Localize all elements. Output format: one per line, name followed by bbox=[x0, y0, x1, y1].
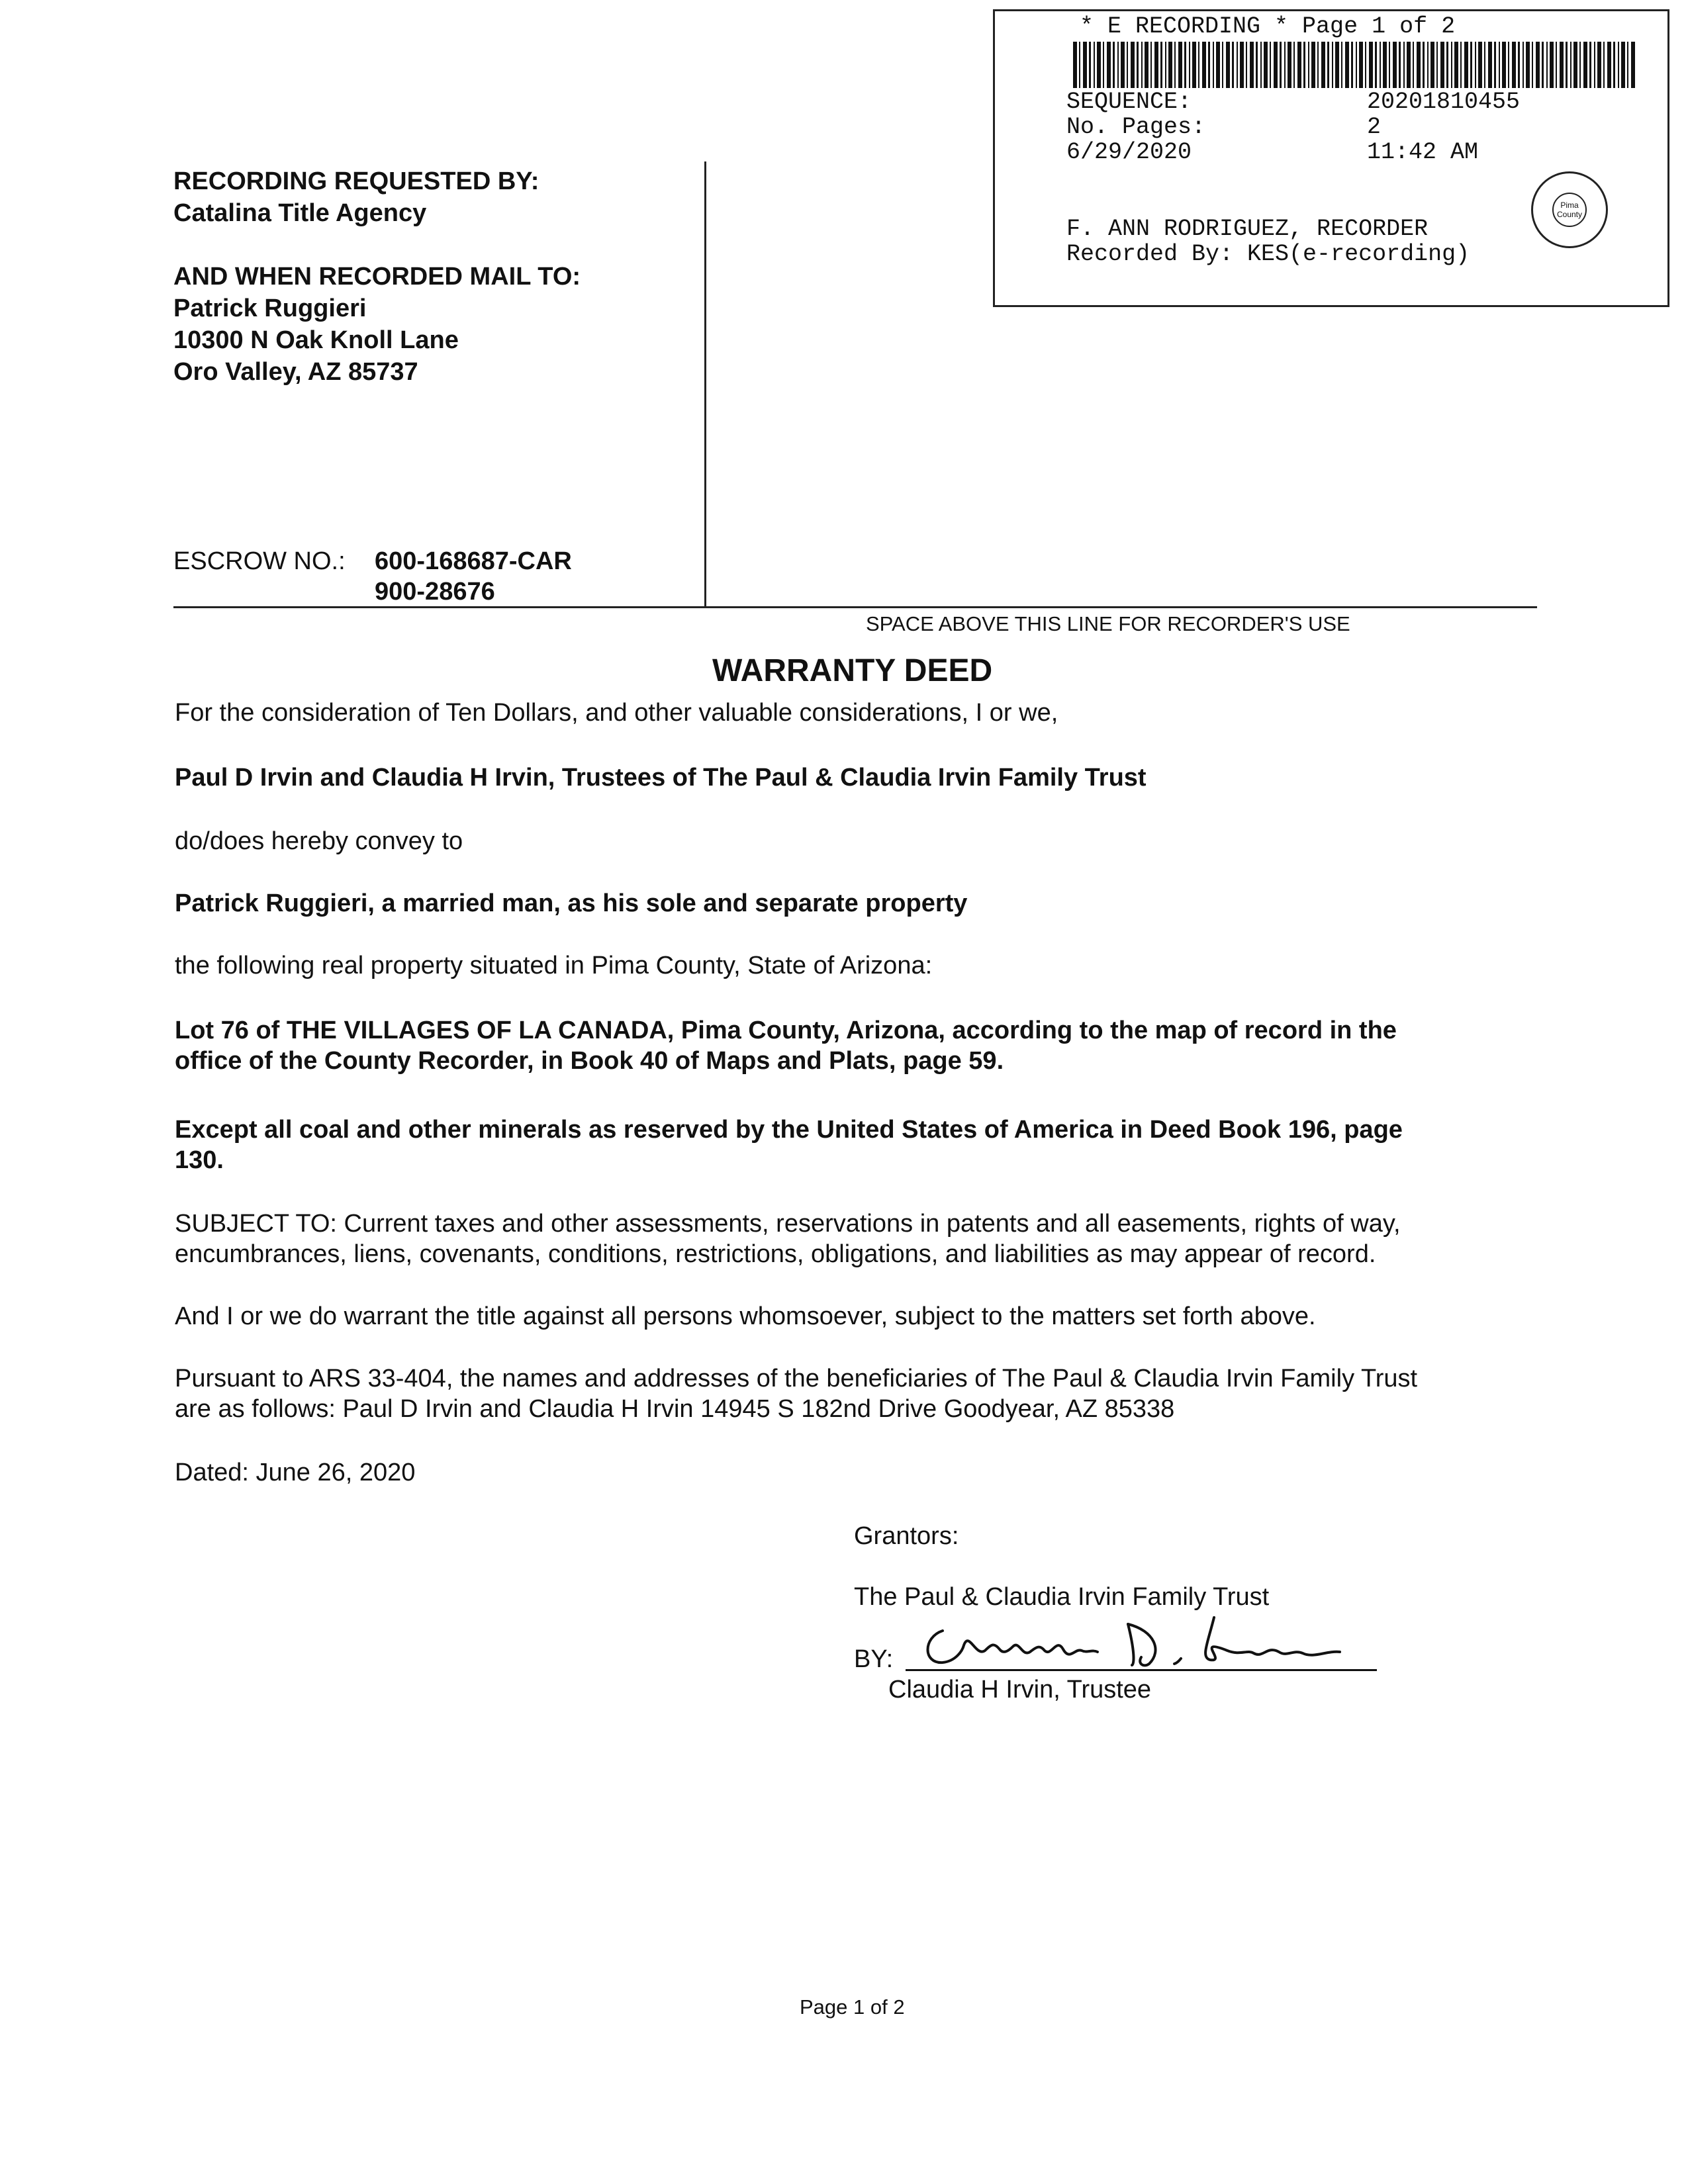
recording-requested-value: Catalina Title Agency bbox=[173, 199, 427, 227]
mail-to-city: Oro Valley, AZ 85737 bbox=[173, 358, 418, 386]
pages-value: 2 bbox=[1367, 114, 1382, 140]
pursuant-line-1: Pursuant to ARS 33-404, the names and addresses of the beneficiaries of The Paul & Claudia Irvin Family Trust bbox=[175, 1365, 1418, 1392]
header-divider-vertical bbox=[704, 161, 706, 606]
convey-text: do/does hereby convey to bbox=[175, 827, 463, 855]
exception-line-1: Except all coal and other minerals as reserved by the United States of America in Deed Book 196, page bbox=[175, 1116, 1403, 1144]
pages-label: No. Pages: bbox=[1066, 114, 1206, 140]
grantors-label: Grantors: bbox=[854, 1522, 959, 1550]
legal-description-line-2: office of the County Recorder, in Book 40 of Maps and Plats, page 59. bbox=[175, 1047, 1004, 1075]
mail-to-street: 10300 N Oak Knoll Lane bbox=[173, 326, 459, 354]
escrow-label: ESCROW NO.: bbox=[173, 547, 346, 575]
dated-text: Dated: June 26, 2020 bbox=[175, 1459, 416, 1486]
legal-description-line-1: Lot 76 of THE VILLAGES OF LA CANADA, Pima County, Arizona, according to the map of record in the bbox=[175, 1017, 1397, 1044]
property-intro: the following real property situated in Pima County, State of Arizona: bbox=[175, 952, 933, 979]
seal-inner: Pima County bbox=[1552, 193, 1587, 227]
subject-to-line-2: encumbrances, liens, covenants, conditions, restrictions, obligations, and liabilities as may appear of record. bbox=[175, 1240, 1376, 1268]
trust-name: The Paul & Claudia Irvin Family Trust bbox=[854, 1583, 1270, 1611]
signature-line bbox=[906, 1669, 1377, 1671]
mail-to-name: Patrick Ruggieri bbox=[173, 295, 367, 322]
by-label: BY: bbox=[854, 1645, 894, 1673]
warranty-text: And I or we do warrant the title against all persons whomsoever, subject to the matters set forth above. bbox=[175, 1302, 1316, 1330]
recorder-name: F. ANN RODRIGUEZ, RECORDER bbox=[1066, 216, 1429, 242]
sequence-label: SEQUENCE: bbox=[1066, 89, 1192, 115]
page-number: Page 1 of 2 bbox=[800, 1995, 905, 2019]
pursuant-line-2: are as follows: Paul D Irvin and Claudia H Irvin 14945 S 182nd Drive Goodyear, AZ 85338 bbox=[175, 1395, 1175, 1423]
recorder-use-note: SPACE ABOVE THIS LINE FOR RECORDER'S USE bbox=[866, 612, 1350, 635]
grantors-text: Paul D Irvin and Claudia H Irvin, Trustees of The Paul & Claudia Irvin Family Trust bbox=[175, 764, 1147, 792]
recorder-stamp bbox=[993, 9, 1669, 307]
county-seal-icon bbox=[1531, 171, 1608, 248]
exception-line-2: 130. bbox=[175, 1146, 224, 1174]
recording-time: 11:42 AM bbox=[1367, 139, 1479, 165]
handwritten-signature bbox=[916, 1611, 1380, 1674]
mail-to-label: AND WHEN RECORDED MAIL TO: bbox=[173, 263, 581, 291]
escrow-number-1: 600-168687-CAR bbox=[375, 547, 572, 575]
barcode bbox=[1073, 42, 1636, 88]
recorder-use-line bbox=[173, 606, 1537, 608]
recorded-by: Recorded By: KES(e-recording) bbox=[1066, 241, 1470, 267]
signer-name: Claudia H Irvin, Trustee bbox=[888, 1676, 1152, 1704]
escrow-number-2: 900-28676 bbox=[375, 578, 495, 606]
grantee-text: Patrick Ruggieri, a married man, as his sole and separate property bbox=[175, 889, 968, 917]
consideration-text: For the consideration of Ten Dollars, and other valuable considerations, I or we, bbox=[175, 699, 1058, 727]
stamp-header: * E RECORDING * Page 1 of 2 bbox=[1080, 13, 1456, 40]
recording-requested-label: RECORDING REQUESTED BY: bbox=[173, 167, 539, 195]
sequence-value: 20201810455 bbox=[1367, 89, 1521, 115]
subject-to-line-1: SUBJECT TO: Current taxes and other assessments, reservations in patents and all easements, rights of way, bbox=[175, 1210, 1401, 1238]
recording-date: 6/29/2020 bbox=[1066, 139, 1192, 165]
document-title: WARRANTY DEED bbox=[712, 653, 993, 688]
signature-icon bbox=[916, 1611, 1380, 1674]
